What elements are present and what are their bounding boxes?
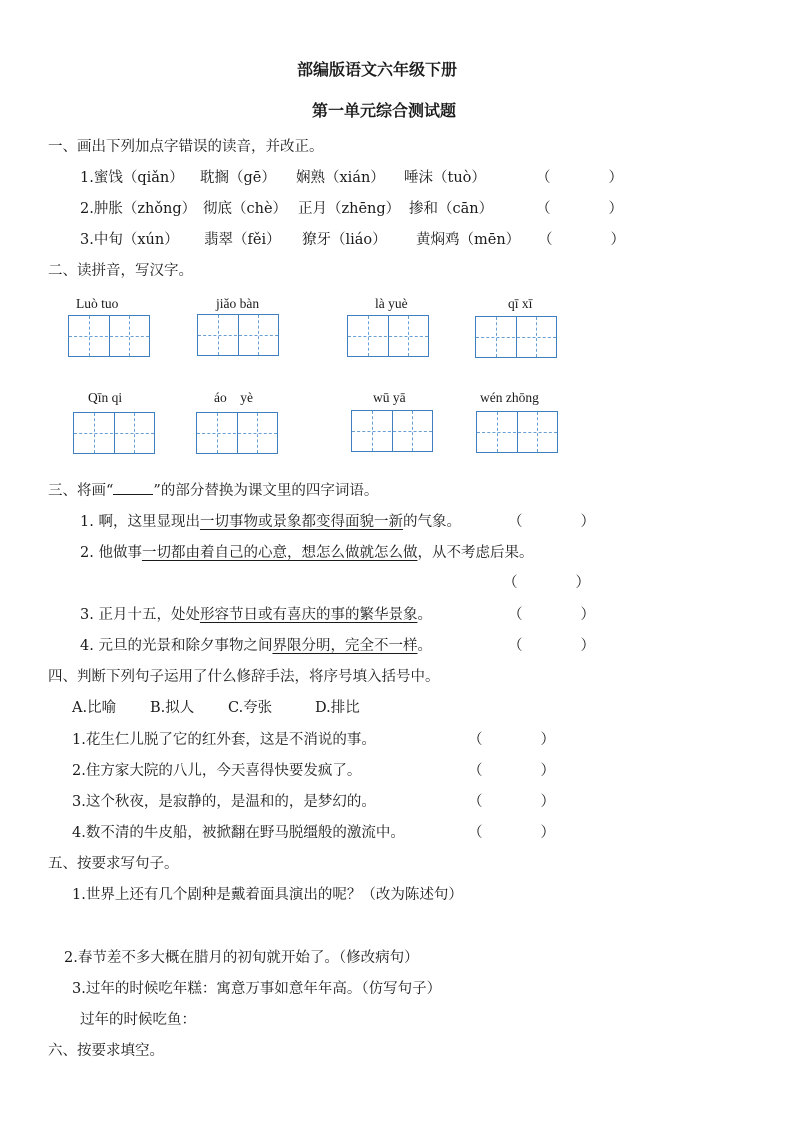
writing-grid-2[interactable] xyxy=(197,314,279,356)
writing-grid-7[interactable] xyxy=(351,410,433,452)
s3-item-2-underlined: 一切都由着自己的心意，想怎么做就怎么做 xyxy=(141,545,418,561)
s3-item-1-post: 的气象。 xyxy=(402,514,461,530)
s1-row-2-item-3: 正月（zhēng） xyxy=(298,201,401,217)
s5-item-3: 3.过年的时候吃年糕：寓意万事如意年年高。（仿写句子） xyxy=(72,981,442,997)
underline-sample xyxy=(113,494,153,495)
s1-row-2-item-1: 2.肿胀（zhǒng） xyxy=(80,201,197,217)
writing-grid-1[interactable] xyxy=(68,315,150,357)
s1-row-2-answer[interactable]: （ ） xyxy=(536,201,623,217)
s1-row-3-item-4: 黄焖鸡（mēn） xyxy=(416,232,521,248)
s1-row-3-answer[interactable]: （ ） xyxy=(538,232,625,248)
s4-item-2: 2.住方家大院的八儿，今天喜得快要发疯了。 xyxy=(72,763,362,779)
s1-row-2-item-2: 彻底（chè） xyxy=(203,201,288,217)
s4-option-c: C.夸张 xyxy=(228,700,273,716)
s4-item-1-answer[interactable]: （ ） xyxy=(468,732,555,748)
s3-item-1-answer[interactable]: （ ） xyxy=(508,514,595,530)
s3-item-3-pre: 3. 正月十五，处处 xyxy=(80,607,200,623)
s3-item-3-answer[interactable]: （ ） xyxy=(508,607,595,623)
page-subtitle: 第一单元综合测试题 xyxy=(312,101,457,120)
s3-item-2-pre: 2. 他做事 xyxy=(80,545,142,561)
pinyin-2: jiǎo bàn xyxy=(216,296,260,311)
s1-row-2-item-4: 掺和（cān） xyxy=(409,201,494,217)
pinyin-7: wū yā xyxy=(373,390,406,405)
s3-item-2-post: ，从不考虑后果。 xyxy=(417,545,534,561)
pinyin-4: qī xī xyxy=(508,296,533,311)
pinyin-6: áo yè xyxy=(214,390,253,405)
section-4-heading: 四、判断下列句子运用了什么修辞手法，将序号填入括号中。 xyxy=(48,669,440,685)
section-1-heading: 一、画出下列加点字错误的读音，并改正。 xyxy=(48,139,324,155)
s1-row-1-item-2: 耽搁（gē） xyxy=(200,170,276,186)
s5-item-3-prompt: 过年的时候吃鱼： xyxy=(80,1012,196,1028)
s1-row-1-answer[interactable]: （ ） xyxy=(536,170,623,186)
s4-option-d: D.排比 xyxy=(315,700,360,716)
s3-item-4 xyxy=(80,636,432,656)
s1-row-3-item-2: 翡翠（fěi） xyxy=(204,232,281,248)
page-title: 部编版语文六年级下册 xyxy=(297,60,458,79)
s3-item-4-pre: 4. 元旦的光景和除夕事物之间 xyxy=(80,638,273,654)
writing-grid-3[interactable] xyxy=(347,315,429,357)
section-5-heading: 五、按要求写句子。 xyxy=(48,856,179,872)
s3-item-3-underlined: 形容节日或有喜庆的事的繁华景象 xyxy=(199,607,418,623)
s3-item-3-post: 。 xyxy=(417,607,432,623)
pinyin-1: Luò tuo xyxy=(76,296,119,311)
section-2-heading: 二、读拼音，写汉字。 xyxy=(48,263,193,279)
s3-item-2 xyxy=(80,543,533,563)
pinyin-3: là yuè xyxy=(375,296,408,311)
s4-item-3-answer[interactable]: （ ） xyxy=(468,794,555,810)
writing-grid-4[interactable] xyxy=(475,316,557,358)
s5-item-2: 2.春节差不多大概在腊月的初旬就开始了。（修改病句） xyxy=(64,950,419,966)
s3-item-4-post: 。 xyxy=(417,638,432,654)
writing-grid-6[interactable] xyxy=(196,412,278,454)
s3-item-1-underlined: 一切事物或景象都变得面貌一新 xyxy=(199,514,403,530)
s4-item-1: 1.花生仁儿脱了它的红外套，这是不消说的事。 xyxy=(72,732,376,748)
s3-item-3 xyxy=(80,605,432,625)
s3-item-1-pre: 1. 啊，这里显现出 xyxy=(80,514,200,530)
s5-item-1: 1.世界上还有几个剧种是戴着面具演出的呢？（改为陈述句） xyxy=(72,887,463,903)
s1-row-1-item-4: 唾沫（tuò） xyxy=(404,170,486,186)
section-3-heading xyxy=(48,481,378,501)
s4-item-3: 3.这个秋夜，是寂静的，是温和的，是梦幻的。 xyxy=(72,794,376,810)
section-3-heading-post: ”的部分替换为课文里的四字词语。 xyxy=(153,483,379,499)
s1-row-1-item-3: 娴熟（xián） xyxy=(296,170,385,186)
writing-grid-5[interactable] xyxy=(73,412,155,454)
s4-item-4-answer[interactable]: （ ） xyxy=(468,825,555,841)
section-6-heading: 六、按要求填空。 xyxy=(48,1043,164,1059)
s1-row-1-item-1: 1.蜜饯（qiǎn） xyxy=(80,170,184,186)
pinyin-8: wén zhōng xyxy=(480,390,539,405)
s1-row-3-item-3: 獠牙（liáo） xyxy=(302,232,387,248)
s3-item-2-answer[interactable]: （ ） xyxy=(503,575,590,591)
writing-grid-8[interactable] xyxy=(476,411,558,453)
s1-row-3-item-1: 3.中旬（xún） xyxy=(80,232,179,248)
s4-option-a: A.比喻 xyxy=(72,700,117,716)
s3-item-1 xyxy=(80,512,461,532)
s3-item-4-answer[interactable]: （ ） xyxy=(508,638,595,654)
section-3-heading-pre: 三、将画“ xyxy=(48,483,114,499)
s4-item-4: 4.数不清的牛皮船，被掀翻在野马脱缰般的激流中。 xyxy=(72,825,405,841)
s4-option-b: B.拟人 xyxy=(150,700,195,716)
s4-item-2-answer[interactable]: （ ） xyxy=(468,763,555,779)
s3-item-4-underlined: 界限分明，完全不一样 xyxy=(272,638,418,654)
pinyin-5: Qīn qi xyxy=(88,390,123,405)
